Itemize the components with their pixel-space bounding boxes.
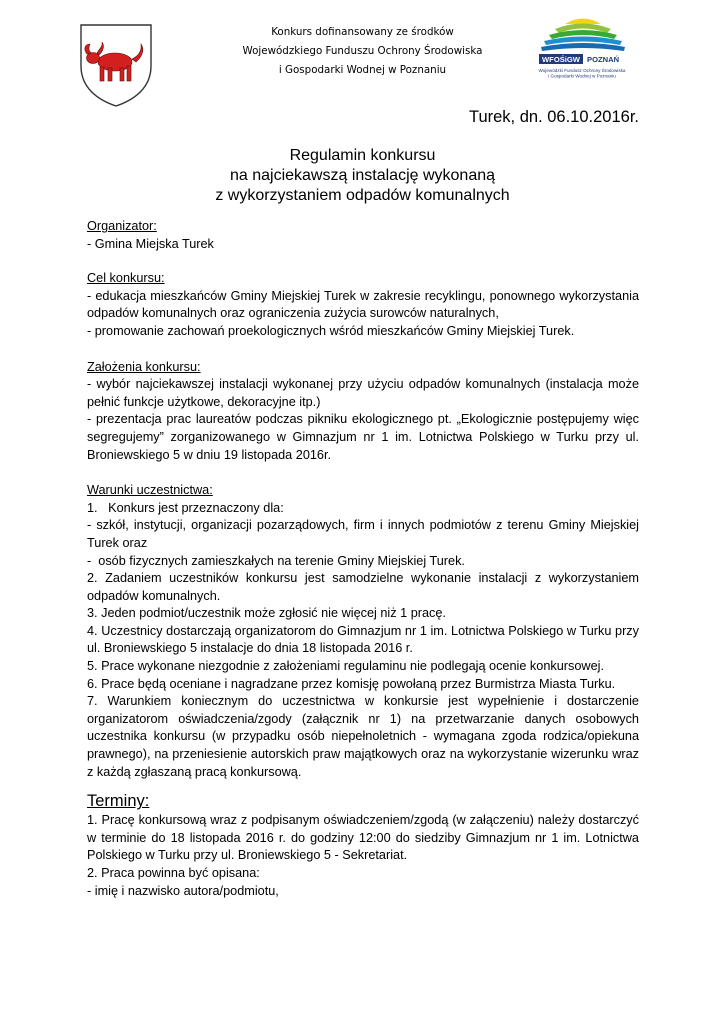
conditions-point-2: 2. Zadaniem uczestników konkursu jest samodzielne wykonanie instalacji z wykorzystaniem odpadów komunalnych.	[87, 571, 639, 603]
conditions-heading: Warunki uczestnictwa:	[87, 483, 213, 498]
document-date: Turek, dn. 06.10.2016r.	[468, 108, 639, 126]
terms-point-2: 2. Praca powinna być opisana:	[87, 866, 260, 880]
conditions-point-1a: - szkół, instytucji, organizacji pozarządowych, firm i innych podmiotów z terenu Gminy Miejskiej Turek oraz	[87, 518, 639, 550]
funding-line-3: i Gospodarki Wodnej w Poznaniu	[278, 64, 447, 76]
conditions-point-1b: - osób fizycznych zamieszkałych na terenie Gminy Miejskiej Turek.	[87, 553, 465, 568]
goal-item-2: - promowanie zachowań proekologicznych wśród mieszkańców Gminy Miejskiej Turek.	[87, 323, 575, 338]
conditions-point-7: 7. Warunkiem koniecznym do uczestnictwa w konkursie jest wypełnienie i dostarczenie organizatorom oświadczenia/zgody (załącznik nr 1) na przetwarzanie danych osobowych uczestnika konkursu (w przypadku osób niepełnoletnich - wymagana zgoda rodzica/opiekuna prawnego), na przeniesienie autorskich praw majątkowych oraz na wykorzystanie wizerunku wraz z każdą zgłaszaną pracą konkursową.	[87, 694, 639, 779]
organizer-item: - Gmina Miejska Turek	[87, 236, 214, 251]
terms-point-2a: - imię i nazwisko autora/podmiotu,	[87, 883, 279, 898]
funding-notice	[200, 23, 525, 80]
assumptions-heading: Założenia konkursu:	[87, 359, 201, 374]
turek-coat-of-arms-icon	[78, 22, 154, 108]
goal-heading: Cel konkursu:	[87, 271, 165, 286]
document-title	[0, 146, 725, 206]
funding-line-2: Wojewódzkiego Funduszu Ochrony Środowiska	[242, 45, 483, 57]
logo-brand: WFOŚiGW	[542, 55, 580, 65]
conditions-point-1: 1. Konkurs jest przeznaczony dla:	[87, 500, 284, 515]
logo-caption-1: Wojewódzki Fundusz Ochrony Środowiska	[538, 68, 626, 73]
document-body	[87, 218, 639, 900]
conditions-point-3: 3. Jeden podmiot/uczestnik może zgłosić nie więcej niż 1 pracę.	[87, 606, 446, 621]
logo-city: POZNAŃ	[587, 55, 620, 65]
wfosigw-logo	[535, 14, 631, 94]
goal-item-1: - edukacja mieszkańców Gminy Miejskiej Turek w zakresie recyklingu, ponownego wykorzystania odpadów komunalnych oraz ograniczenia zużycia surowców naturalnych,	[87, 288, 639, 321]
conditions-point-6: 6. Prace będą oceniane i nagradzane przez komisję powołaną przez Burmistrza Miasta Turku.	[87, 676, 616, 691]
terms-heading: Terminy:	[87, 792, 150, 811]
title-line-2: na najciekawszą instalację wykonaną	[229, 167, 496, 184]
logo-caption-2: i Gospodarki Wodnej w Poznaniu	[548, 73, 616, 79]
assumptions-item-2: - prezentacja prac laureatów podczas pikniku ekologicznego pt. „Ekologicznie postępujemy więc segregujemy” zorganizowanego w Gimnazjum nr 1 im. Lotnictwa Polskiego w Turku przy ul. Broniewskiego 5 w dniu 19 listopada 2016r.	[87, 412, 639, 462]
organizer-heading: Organizator:	[87, 219, 157, 233]
assumptions-item-1: - wybór najciekawszej instalacji wykonanej przy użyciu odpadów komunalnych (instalacja może pełnić funkcje użytkowe, dekoracyjne itp.)	[87, 377, 639, 409]
title-line-3: z wykorzystaniem odpadów komunalnych	[215, 187, 510, 204]
conditions-point-4: 4. Uczestnicy dostarczają organizatorom do Gimnazjum nr 1 im. Lotnictwa Polskiego w Turku przy ul. Broniewskiego 5 instalacje do dnia 18 listopada 2016 r.	[87, 623, 639, 656]
funding-line-1: Konkurs dofinansowany ze środków	[271, 26, 454, 38]
terms-point-1: 1. Pracę konkursową wraz z podpisanym oświadczeniem/zgodą (w załączeniu) należy dostarczyć w terminie do 18 listopada 2016 r. do godziny 12:00 do siedziby Gimnazjum nr 1 im. Lotnictwa Polskiego w Turku przy ul. Broniewskiego 5 - Sekretariat.	[87, 813, 639, 863]
title-line-1: Regulamin konkursu	[289, 147, 436, 164]
conditions-point-5: 5. Prace wykonane niezgodnie z założeniami regulaminu nie podlegają ocenie konkursowej.	[87, 659, 604, 674]
